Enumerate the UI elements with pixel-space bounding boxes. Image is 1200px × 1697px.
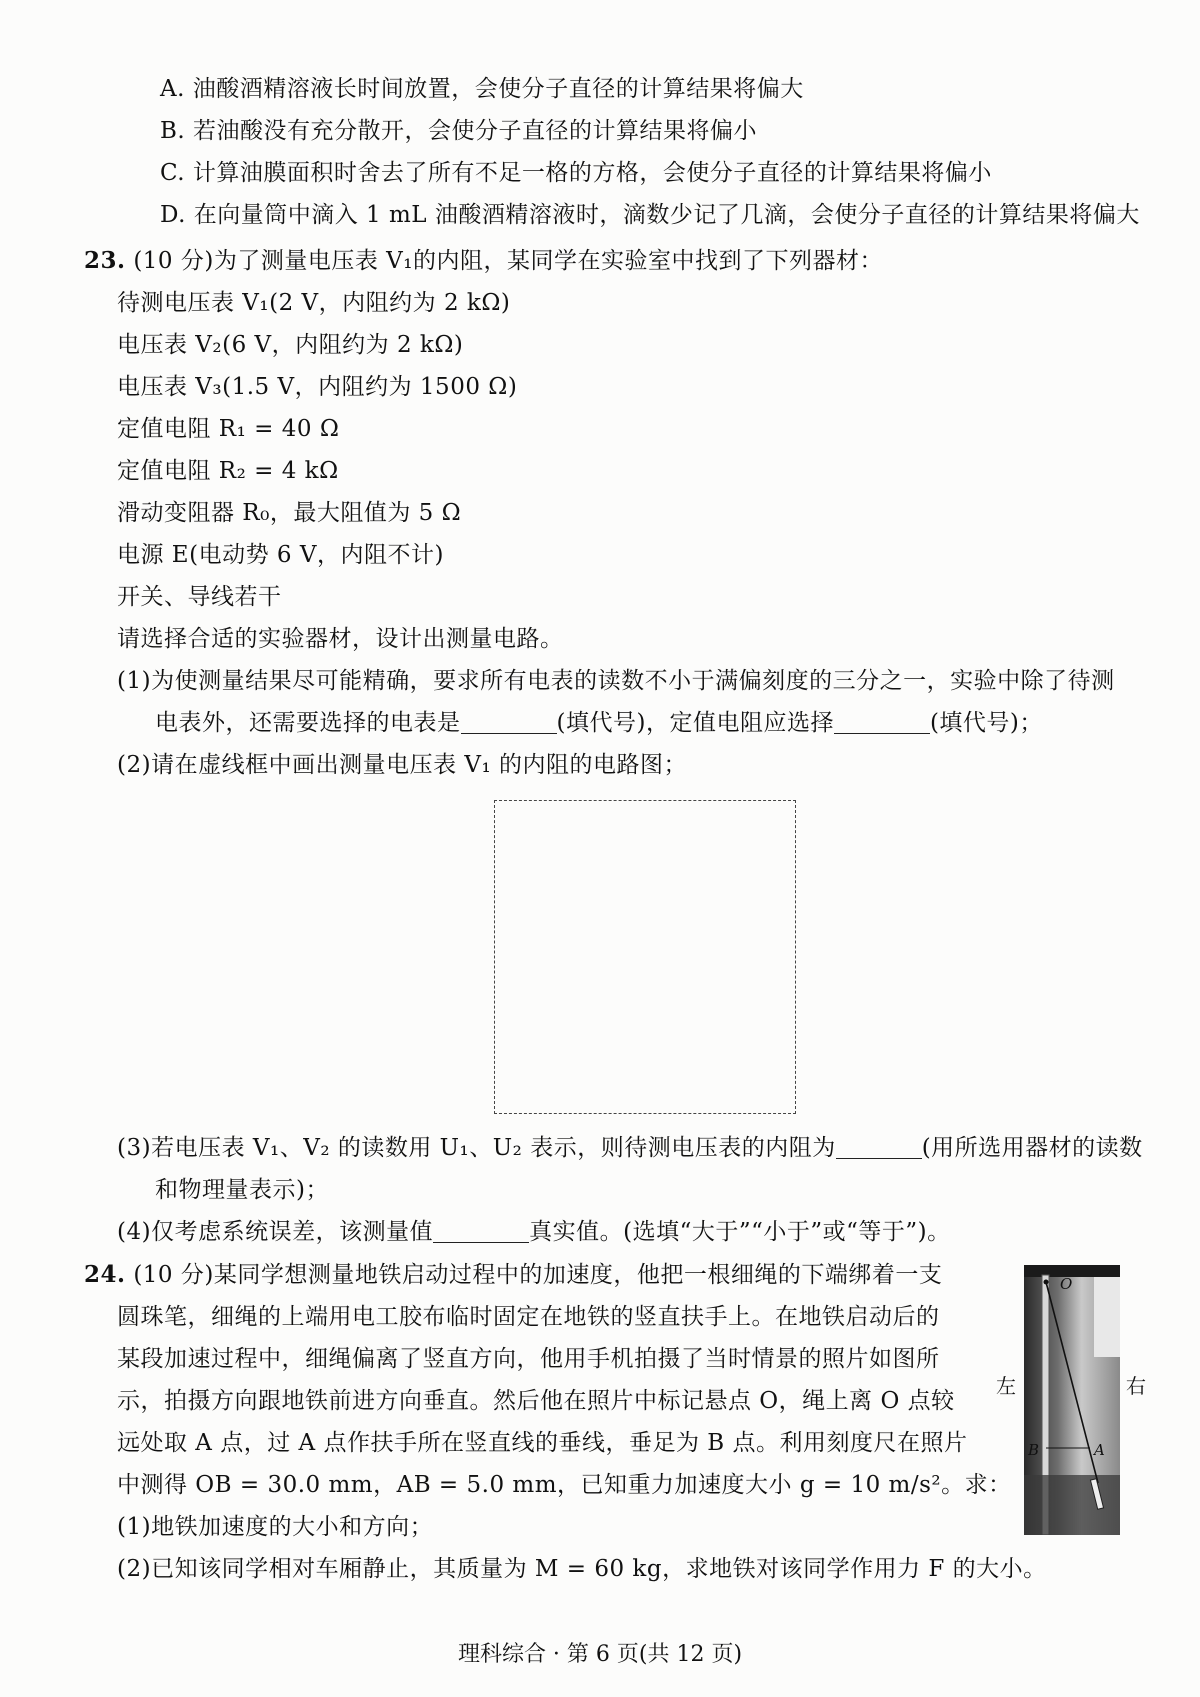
equipment-item: 开关、导线若干 [117,584,282,610]
equipment-item: 定值电阻 R₂ = 4 kΩ [117,458,339,484]
q23-score: (10 分) [133,248,214,274]
window-highlight [1094,1277,1120,1357]
q22-option-b: B. 若油酸没有充分散开，会使分子直径的计算结果将偏小 [160,118,758,144]
q24-number: 24. [84,1261,126,1288]
q22-option-a: A. 油酸酒精溶液长时间放置，会使分子直径的计算结果将偏大 [160,76,804,102]
q23-part4 [117,1217,951,1247]
q24-text: 某同学想测量地铁启动过程中的加速度，他把一根细绳的下端绑着一支 [213,1262,943,1288]
lower-shadow [1024,1475,1120,1535]
q23-header [84,246,883,276]
q23-part1-text-b: (填代号)，定值电阻应选择 [556,710,834,736]
q23-part3-line2: 和物理量表示)； [155,1177,329,1203]
q23-part4-text-a: (4)仅考虑系统误差，该测量值 [117,1219,434,1245]
q23-number: 23. [84,247,126,274]
q23-part3-text-b: (用所选用器材的读数 [921,1135,1143,1161]
q23-part2: (2)请在虚线框中画出测量电压表 V₁ 的内阻的电路图； [117,752,688,778]
photo-svg [1024,1265,1120,1535]
equipment-item: 电压表 V₂(6 V，内阻约为 2 kΩ) [117,332,464,358]
equipment-item: 电压表 V₃(1.5 V，内阻约为 1500 Ω) [117,374,518,400]
meter-answer-blank[interactable] [461,711,557,734]
q23-part1-text-c: (填代号)； [929,710,1043,736]
q24-sub1: (1)地铁加速度的大小和方向； [117,1514,434,1540]
q24-sub2: (2)已知该同学相对车厢静止，其质量为 M = 60 kg，求地铁对该同学作用力 F 的大小。 [117,1556,1047,1582]
page-footer: 理科综合 · 第 6 页(共 12 页) [457,1642,743,1667]
q23-part3-line1 [117,1133,1143,1163]
point-a-label: A [1094,1441,1105,1459]
resistor-answer-blank[interactable] [834,711,930,734]
q22-option-d: D. 在向量筒中滴入 1 mL 油酸酒精溶液时，滴数少记了几滴，会使分子直径的计算结果将偏大 [160,202,1140,228]
q23-part4-text-b: 真实值。(选填“大于”“小于”或“等于”)。 [529,1219,951,1245]
comparison-answer-blank[interactable] [433,1220,529,1243]
q24-text-line: 示，拍摄方向跟地铁前进方向垂直。然后他在照片中标记悬点 O，绳上离 O 点较 [117,1388,955,1414]
q24-text-line: 中测得 OB = 30.0 mm，AB = 5.0 mm，已知重力加速度大小 g = 10 m/s²。求： [117,1472,1012,1498]
figure-left-label: 左 [996,1374,1016,1398]
figure-right-label: 右 [1126,1374,1146,1398]
point-o-label: O [1060,1275,1073,1293]
resistance-answer-blank[interactable] [836,1136,922,1159]
equipment-item: 定值电阻 R₁ = 40 Ω [117,416,340,442]
q24-text-line: 圆珠笔，细绳的上端用电工胶布临时固定在地铁的竖直扶手上。在地铁启动后的 [117,1304,940,1330]
suspension-point [1044,1280,1049,1285]
point-b-label: B [1028,1441,1040,1459]
q23-part1-line1: (1)为使测量结果尽可能精确，要求所有电表的读数不小于满偏刻度的三分之一，实验中除了待测 [117,668,1115,694]
equipment-item: 滑动变阻器 R₀，最大阻值为 5 Ω [117,500,462,526]
circuit-drawing-box[interactable] [494,800,796,1114]
q23-part1-line2 [155,708,1043,738]
q23-instruction: 请选择合适的实验器材，设计出测量电路。 [117,626,564,652]
q24-text-line: 远处取 A 点，过 A 点作扶手所在竖直线的垂线，垂足为 B 点。利用刻度尺在照片 [117,1430,968,1456]
q23-stem: 为了测量电压表 V₁的内阻，某同学在实验室中找到了下列器材： [213,248,884,274]
equipment-item: 电源 E(电动势 6 V，内阻不计) [117,542,444,568]
q24-line1 [84,1260,942,1290]
q24-score: (10 分) [133,1262,214,1288]
q23-part3-text-a: (3)若电压表 V₁、V₂ 的读数用 U₁、U₂ 表示，则待测电压表的内阻为 [117,1135,836,1161]
subway-handrail-photo [1024,1265,1120,1535]
equipment-item: 待测电压表 V₁(2 V，内阻约为 2 kΩ) [117,290,511,316]
q22-option-c: C. 计算油膜面积时舍去了所有不足一格的方格，会使分子直径的计算结果将偏小 [160,160,992,186]
q24-text-line: 某段加速过程中，细绳偏离了竖直方向，他用手机拍摄了当时情景的照片如图所 [117,1346,940,1372]
q23-part1-text-a: 电表外，还需要选择的电表是 [155,710,461,736]
